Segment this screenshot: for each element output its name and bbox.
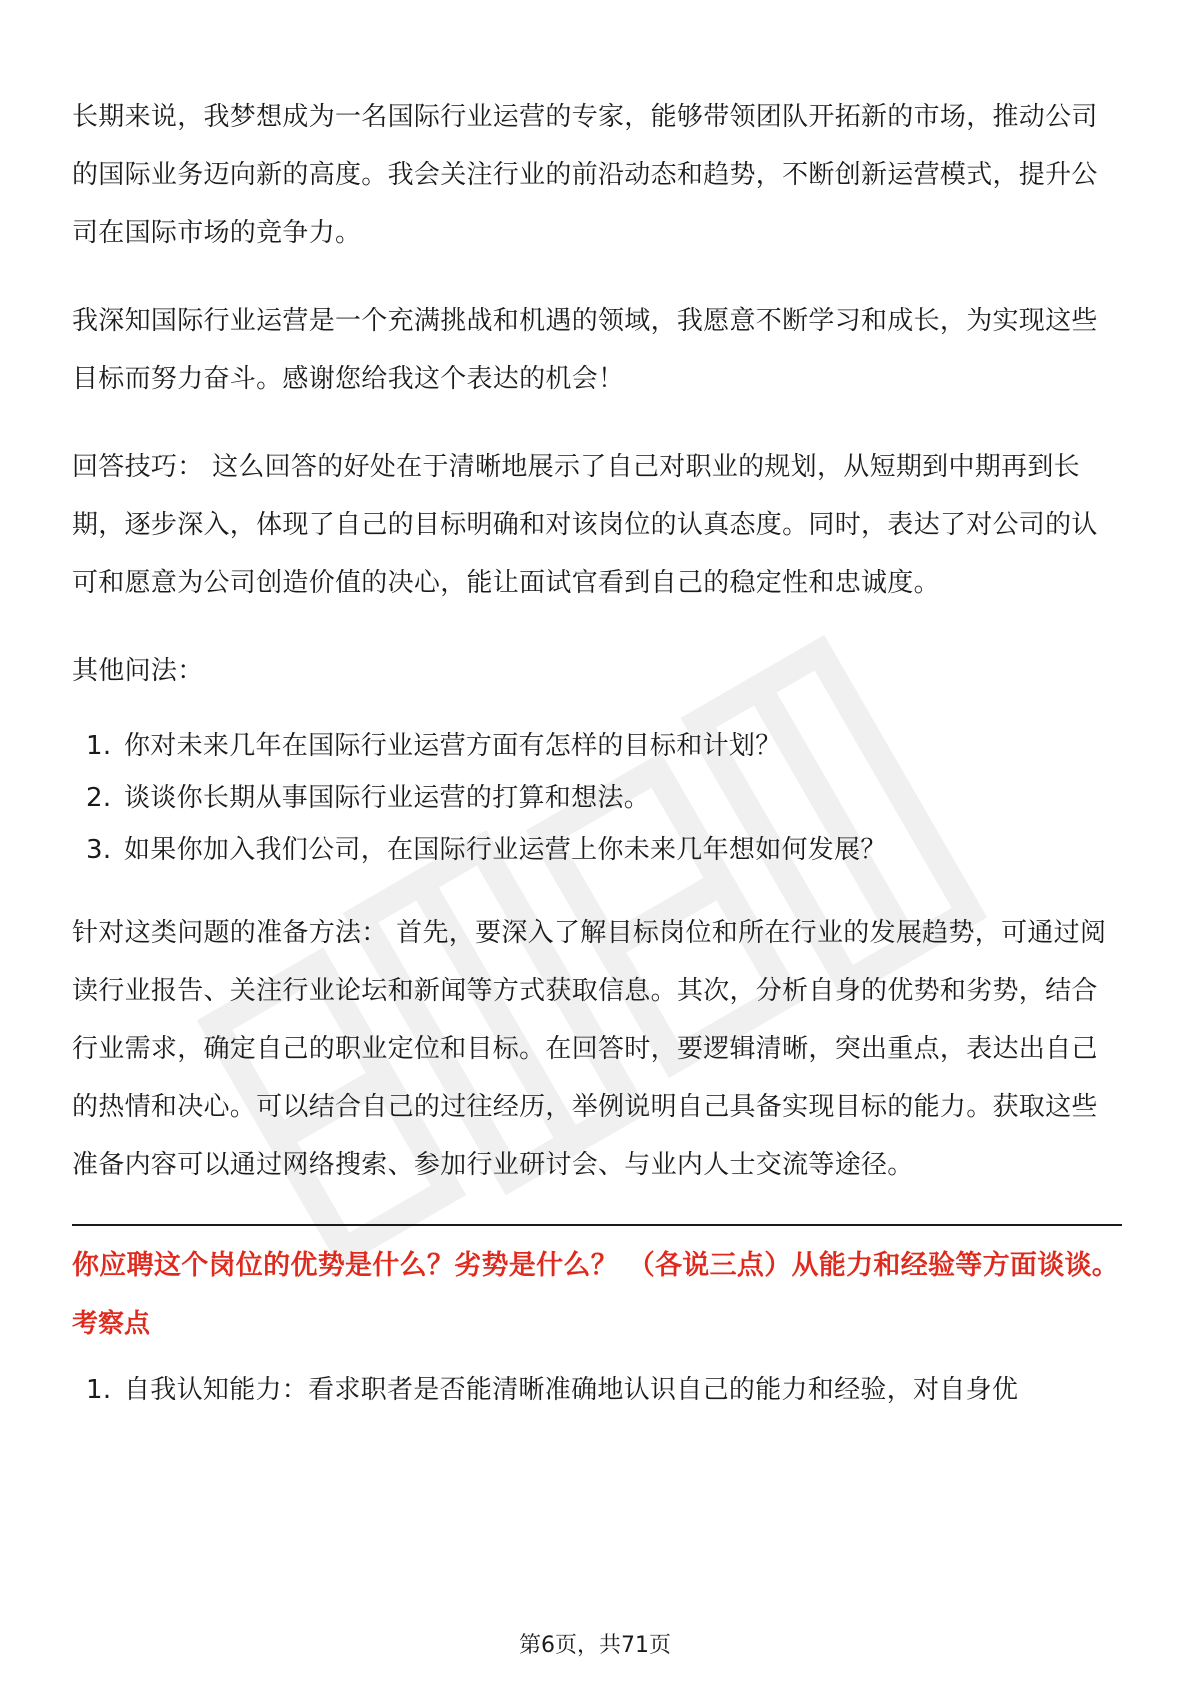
list-item (72, 824, 1122, 876)
assessment-points-heading: 考察点 (72, 1309, 151, 1339)
list-item-text: 如果你加入我们公司，在国际行业运营上你未来几年想如何发展？ (124, 835, 887, 865)
page-footer: 第6页，共71页 (519, 1633, 671, 1658)
list-item (72, 720, 1122, 772)
question-heading: 你应聘这个岗位的优势是什么？劣势是什么？ （各说三点）从能力和经验等方面谈谈。 (72, 1250, 1120, 1281)
assessment-points-list (72, 1364, 1122, 1416)
list-item-text: 你对未来几年在国际行业运营方面有怎样的目标和计划？ (124, 731, 782, 761)
main-content (72, 88, 1122, 1444)
paragraph-preparation-method: 针对这类问题的准备方法： 首先，要深入了解目标岗位和所在行业的发展趋势，可通过阅读行业报告、关注行业论坛和新闻等方式获取信息。其次，分析自身的优势和劣势，结合行业需求，确定自己的职业定位和目标。在回答时，要逻辑清晰，突出重点，表达出自己的热情和决心。可以结合自己的过往经历，举例说明自己具备实现目标的能力。获取这些准备内容可以通过网络搜索、参加行业研讨会、与业内人士交流等途径。 (72, 918, 1107, 1180)
list-item (72, 772, 1122, 824)
other-questions-label: 其他问法： (72, 656, 204, 686)
list-item-text: 谈谈你长期从事国际行业运营的打算和想法。 (124, 783, 651, 813)
paragraph-long-term-goal: 长期来说，我梦想成为一名国际行业运营的专家，能够带领团队开拓新的市场，推动公司的国际业务迈向新的高度。我会关注行业的前沿动态和趋势，不断创新运营模式，提升公司在国际市场的竞争力。 (72, 102, 1098, 248)
list-item-text: 自我认知能力：看求职者是否能清晰准确地认识自己的能力和经验，对自身优 (124, 1375, 1019, 1405)
list-item (72, 1364, 1122, 1416)
section-divider (72, 1224, 1122, 1226)
list-item-number: 2. (86, 783, 112, 813)
paragraph-closing-statement: 我深知国际行业运营是一个充满挑战和机遇的领域，我愿意不断学习和成长，为实现这些目标而努力奋斗。感谢您给我这个表达的机会！ (72, 306, 1098, 394)
list-item-number: 1. (86, 731, 112, 761)
list-item-number: 3. (86, 835, 112, 865)
list-item-number: 1. (86, 1375, 112, 1405)
paragraph-answer-tips: 回答技巧： 这么回答的好处在于清晰地展示了自己对职业的规划，从短期到中期再到长期，逐步深入，体现了自己的目标明确和对该岗位的认真态度。同时，表达了对公司的认可和愿意为公司创造价值的决心，能让面试官看到自己的稳定性和忠诚度。 (72, 452, 1098, 598)
other-questions-list (72, 720, 1122, 876)
